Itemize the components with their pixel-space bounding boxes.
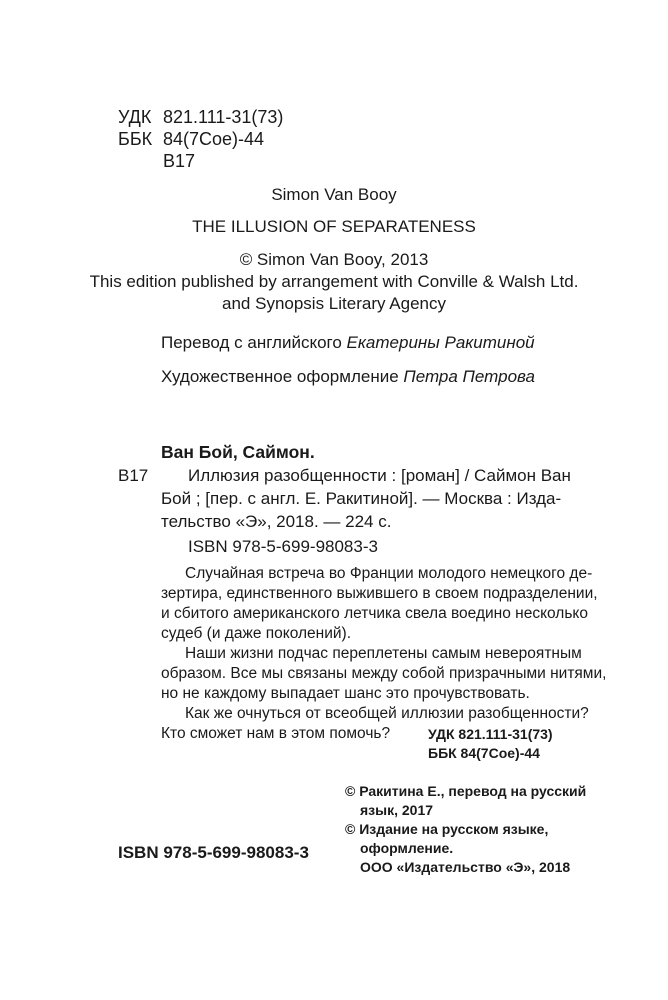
annotation-line: Кто сможет нам в этом помочь?: [161, 725, 391, 742]
designer-name: Петра Петрова: [403, 367, 535, 386]
copyright-edition-line-2: оформление.: [360, 840, 454, 856]
copyright-edition-line-3: ООО «Издательство «Э», 2018: [360, 859, 571, 875]
annotation-line: и сбитого американского летчика свела воедино несколько: [161, 605, 589, 622]
translator-name: Екатерины Ракитиной: [346, 333, 535, 352]
copyright-translation-line-2: язык, 2017: [360, 802, 434, 818]
catalog-entry-line-1: Иллюзия разобщенности : [роман] / Саймон Ван: [188, 466, 571, 485]
annotation-line: Наши жизни подчас переплетены самым невероятным: [185, 645, 582, 662]
bbk-value: 84(7Сое)-44: [163, 129, 265, 149]
copyright-translation-line-1: © Ракитина Е., перевод на русский: [345, 783, 587, 799]
catalog-isbn: ISBN 978-5-699-98083-3: [188, 537, 378, 556]
annotation-line: Как же очнуться от всеобщей иллюзии разобщенности?: [185, 705, 589, 722]
udk-label: УДК: [118, 107, 152, 127]
bbk-code: ББК 84(7Сое)-44: [428, 745, 540, 761]
copyright-edition-line-1: © Издание на русском языке,: [345, 821, 549, 837]
annotation-line: Случайная встреча во Франции молодого немецкого де-: [185, 565, 593, 582]
original-copyright: © Simon Van Booy, 2013: [239, 250, 429, 269]
original-title: THE ILLUSION OF SEPARATENESS: [192, 217, 476, 236]
catalog-heading: Ван Бой, Саймон.: [161, 442, 315, 462]
translation-credit: [161, 332, 535, 353]
annotation-paragraph-1: [161, 564, 598, 644]
edition-line-2: and Synopsis Literary Agency: [222, 294, 446, 313]
edition-line-1: This edition published by arrangement with Conville & Walsh Ltd.: [89, 272, 579, 291]
design-credit: [161, 366, 535, 387]
annotation-line: образом. Все мы связаны между собой призрачными нитями,: [161, 665, 607, 682]
catalog-sign: В17: [118, 466, 149, 485]
udk-code: УДК 821.111-31(73): [428, 726, 553, 742]
bottom-isbn: ISBN 978-5-699-98083-3: [118, 843, 309, 862]
author-sign: В17: [163, 151, 196, 171]
annotation-line: но не каждому выпадает шанс это прочувствовать.: [161, 685, 530, 702]
design-prefix: Художественное оформление: [161, 367, 404, 386]
udk-value: 821.111-31(73): [163, 107, 284, 127]
bbk-label: ББК: [118, 129, 153, 149]
translation-prefix: Перевод с английского: [161, 333, 347, 352]
annotation-paragraph-2: [161, 644, 607, 704]
original-author: Simon Van Booy: [271, 185, 397, 204]
annotation-line: зертира, единственного выжившего в своем подразделении,: [161, 585, 598, 602]
catalog-entry-line-3: тельство «Э», 2018. — 224 с.: [161, 512, 392, 531]
annotation-line: судеб (и даже поколений).: [161, 625, 352, 642]
catalog-entry-line-2: Бой ; [пер. с англ. Е. Ракитиной]. — Москва : Изда-: [161, 489, 562, 508]
